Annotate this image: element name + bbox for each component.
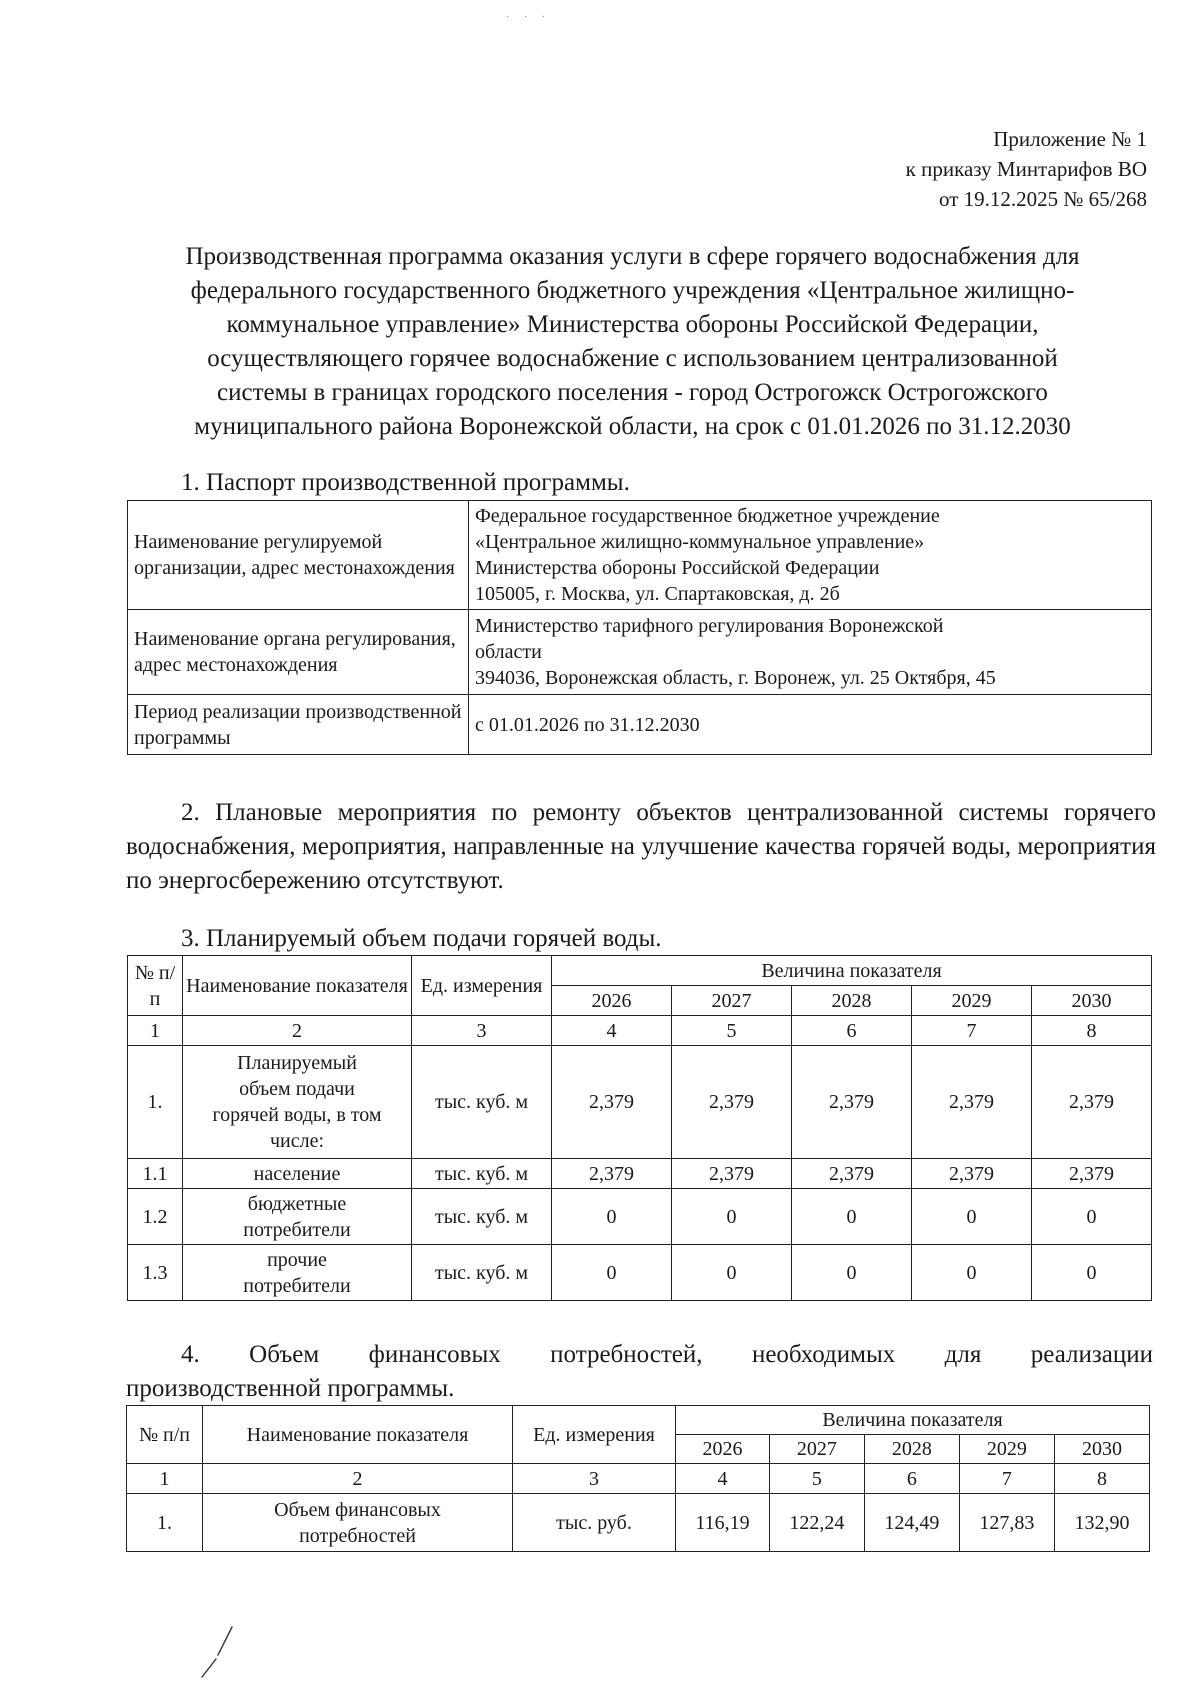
passport-value-line: Министерства обороны Российской Федерации <box>475 557 880 579</box>
column-number: 2 <box>203 1464 513 1494</box>
table-row <box>128 1046 1152 1159</box>
row-value: 0 <box>1032 1189 1152 1245</box>
header-unit: Ед. измерения <box>513 1406 676 1464</box>
row-value: 124,49 <box>864 1494 959 1552</box>
row-name: Планируемый объем подачи горячей воды, в том числе: <box>183 1046 412 1159</box>
title-line: муниципального района Воронежской области, на срок с 01.01.2026 по 31.12.2030 <box>194 413 1071 440</box>
title-line: Производственная программа оказания услуги в сфере горячего водоснабжения для <box>185 243 1080 270</box>
row-value: 0 <box>912 1245 1032 1301</box>
scan-marks: · · · <box>506 12 551 23</box>
appendix-line-2: к приказу Минтарифов ВО <box>905 157 1147 181</box>
header-name: Наименование показателя <box>203 1406 513 1464</box>
document-title <box>100 240 1165 444</box>
column-number: 3 <box>412 1016 552 1046</box>
column-number: 7 <box>959 1464 1054 1494</box>
row-name: прочие потребители <box>183 1245 412 1301</box>
section2-text: 2. Плановые мероприятия по ремонту объектов централизованной системы горячего водоснабжения, мероприятия, направленные на улучшение качества горячей воды, мероприятия по энергосбережению отсутствуют. <box>126 799 1156 894</box>
table-row <box>127 1494 1150 1552</box>
row-unit: тыс. куб. м <box>412 1189 552 1245</box>
row-unit: тыс. куб. м <box>412 1159 552 1189</box>
header-name: Наименование показателя <box>183 956 412 1016</box>
row-value: 132,90 <box>1054 1494 1149 1552</box>
header-num: № п/п <box>127 1406 203 1464</box>
row-value: 116,19 <box>676 1494 770 1552</box>
row-num: 1.1 <box>128 1159 183 1189</box>
section4-heading-part1: 4. Объем финансовых потребностей, необходимых для реализации <box>181 1341 1153 1368</box>
passport-row <box>128 501 1152 610</box>
header-year: 2030 <box>1054 1435 1149 1464</box>
header-value: Величина показателя <box>552 956 1152 986</box>
passport-value <box>469 610 1152 695</box>
header-year: 2027 <box>769 1435 864 1464</box>
row-name: Объем финансовых потребностей <box>203 1494 513 1552</box>
passport-value-line: области <box>475 641 542 663</box>
passport-row <box>128 695 1152 755</box>
row-value: 2,379 <box>792 1046 912 1159</box>
row-value: 0 <box>1032 1245 1152 1301</box>
header-unit: Ед. измерения <box>412 956 552 1016</box>
column-number: 4 <box>676 1464 770 1494</box>
row-value: 127,83 <box>959 1494 1054 1552</box>
passport-label: Наименование регулируемой организации, адрес местонахождения <box>128 501 469 610</box>
row-name: бюджетные потребители <box>183 1189 412 1245</box>
header-year: 2027 <box>672 986 792 1016</box>
section3-heading: 3. Планируемый объем подачи горячей воды. <box>181 925 662 952</box>
appendix-line-1: Приложение № 1 <box>993 127 1147 151</box>
row-unit: тыс. руб. <box>513 1494 676 1552</box>
row-value: 2,379 <box>672 1046 792 1159</box>
header-row <box>128 956 1152 986</box>
row-unit: тыс. куб. м <box>412 1245 552 1301</box>
signature-mark <box>196 1625 236 1680</box>
appendix-reference <box>906 124 1147 214</box>
section4-heading-part2: производственной программы. <box>126 1375 455 1402</box>
column-number-row <box>128 1016 1152 1046</box>
finance-table <box>126 1405 1150 1552</box>
row-value: 2,379 <box>1032 1159 1152 1189</box>
row-value: 122,24 <box>769 1494 864 1552</box>
header-year: 2030 <box>1032 986 1152 1016</box>
header-value: Величина показателя <box>676 1406 1150 1435</box>
column-number: 2 <box>183 1016 412 1046</box>
row-num: 1. <box>128 1046 183 1159</box>
column-number: 8 <box>1054 1464 1149 1494</box>
table-row <box>128 1245 1152 1301</box>
row-value: 0 <box>912 1189 1032 1245</box>
table-row <box>128 1159 1152 1189</box>
column-number-row <box>127 1464 1150 1494</box>
volume-table <box>127 955 1152 1301</box>
row-num: 1.3 <box>128 1245 183 1301</box>
row-value: 2,379 <box>912 1159 1032 1189</box>
header-year: 2026 <box>552 986 672 1016</box>
header-year: 2029 <box>959 1435 1054 1464</box>
row-value: 2,379 <box>1032 1046 1152 1159</box>
passport-value-line: 105005, г. Москва, ул. Спартаковская, д. 2б <box>475 583 840 605</box>
row-value: 2,379 <box>552 1159 672 1189</box>
column-number: 1 <box>127 1464 203 1494</box>
header-num: № п/п <box>128 956 183 1016</box>
row-value: 0 <box>672 1245 792 1301</box>
column-number: 6 <box>864 1464 959 1494</box>
row-value: 2,379 <box>792 1159 912 1189</box>
row-value: 0 <box>552 1189 672 1245</box>
passport-value-line: с 01.01.2026 по 31.12.2030 <box>475 713 700 736</box>
row-num: 1.2 <box>128 1189 183 1245</box>
column-number: 8 <box>1032 1016 1152 1046</box>
column-number: 3 <box>513 1464 676 1494</box>
row-value: 0 <box>672 1189 792 1245</box>
header-year: 2029 <box>912 986 1032 1016</box>
header-year: 2026 <box>676 1435 770 1464</box>
passport-label: Наименование органа регулирования, адрес местонахождения <box>128 610 469 695</box>
passport-value-line: «Центральное жилищно-коммунальное управление» <box>475 531 925 553</box>
row-value: 2,379 <box>552 1046 672 1159</box>
row-unit: тыс. куб. м <box>412 1046 552 1159</box>
passport-value <box>469 501 1152 610</box>
title-line: системы в границах городского поселения - город Острогожск Острогожского <box>217 379 1048 406</box>
row-value: 0 <box>552 1245 672 1301</box>
column-number: 6 <box>792 1016 912 1046</box>
header-year: 2028 <box>864 1435 959 1464</box>
row-value: 0 <box>792 1245 912 1301</box>
row-value: 0 <box>792 1189 912 1245</box>
column-number: 5 <box>769 1464 864 1494</box>
passport-value-line: Министерство тарифного регулирования Воронежской <box>475 615 944 637</box>
row-value: 2,379 <box>912 1046 1032 1159</box>
row-num: 1. <box>127 1494 203 1552</box>
row-name: население <box>183 1159 412 1189</box>
column-number: 5 <box>672 1016 792 1046</box>
header-row <box>127 1406 1150 1435</box>
passport-table <box>127 500 1152 755</box>
table-row <box>128 1189 1152 1245</box>
passport-row <box>128 610 1152 695</box>
header-year: 2028 <box>792 986 912 1016</box>
passport-value-line: Федеральное государственное бюджетное учреждение <box>475 505 940 527</box>
title-line: осуществляющего горячее водоснабжение с использованием централизованной <box>207 345 1058 372</box>
passport-value <box>469 695 1152 755</box>
title-line: федерального государственного бюджетного учреждения «Центральное жилищно- <box>190 277 1075 304</box>
appendix-line-3: от 19.12.2025 № 65/268 <box>938 187 1147 211</box>
passport-value-line: 394036, Воронежская область, г. Воронеж, ул. 25 Октября, 45 <box>475 667 996 689</box>
passport-label: Период реализации производственной программы <box>128 695 469 755</box>
title-line: коммунальное управление» Министерства обороны Российской Федерации, <box>226 311 1039 338</box>
column-number: 4 <box>552 1016 672 1046</box>
section1-heading: 1. Паспорт производственной программы. <box>181 469 630 496</box>
column-number: 7 <box>912 1016 1032 1046</box>
row-value: 2,379 <box>672 1159 792 1189</box>
column-number: 1 <box>128 1016 183 1046</box>
